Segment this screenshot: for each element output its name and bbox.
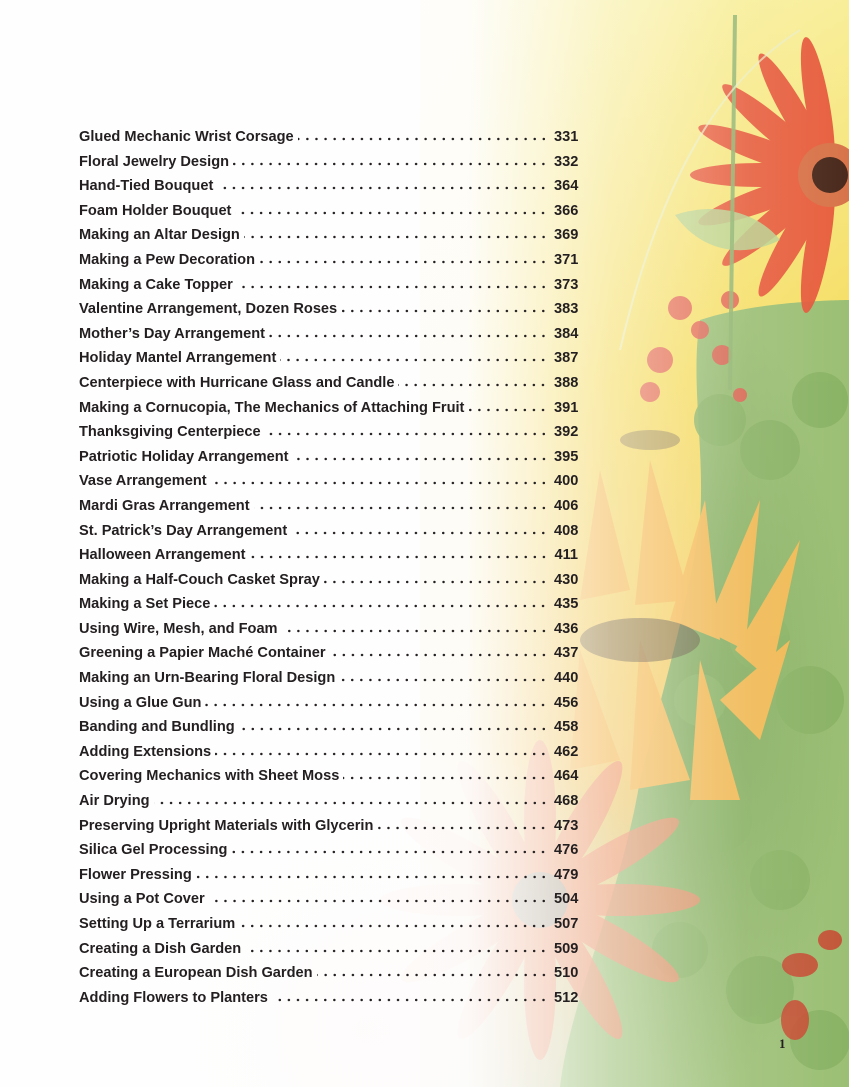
dot-leader (233, 156, 548, 166)
toc-entry-page: 479 (554, 866, 579, 883)
toc-entry-page: 392 (554, 424, 579, 441)
toc-entry-page: 456 (554, 694, 579, 711)
dot-leader (291, 525, 548, 535)
toc-entry-title: Adding Extensions (79, 743, 212, 760)
dot-leader (211, 475, 548, 485)
page-number: 1 (779, 1036, 786, 1051)
toc-entry[interactable] (79, 424, 578, 449)
toc-entry[interactable] (79, 350, 578, 375)
dot-leader (244, 229, 548, 239)
toc-entry[interactable] (79, 473, 578, 498)
dot-leader (214, 598, 548, 608)
toc-entry-page: 507 (554, 916, 579, 932)
toc-entry-page: 411 (554, 547, 578, 564)
toc-entry-page: 436 (554, 620, 579, 637)
toc-entry-page: 383 (554, 301, 579, 318)
toc-entry[interactable] (79, 596, 578, 621)
toc-entry-page: 464 (554, 768, 579, 785)
toc-entry-title: St. Patrick’s Day Arrangement (79, 522, 288, 539)
toc-entry-title: Using Wire, Mesh, and Foam (79, 620, 278, 637)
toc-entry-page: 371 (554, 251, 579, 268)
dot-leader (280, 352, 548, 362)
dot-leader (259, 254, 548, 264)
toc-entry-title: Silica Gel Processing (79, 842, 228, 859)
dot-leader (343, 770, 548, 780)
toc-entry[interactable] (79, 277, 578, 302)
toc-entry-title: Valentine Arrangement, Dozen Roses (79, 301, 338, 318)
toc-entry-page: 387 (554, 350, 579, 367)
toc-entry-page: 437 (554, 645, 579, 662)
toc-entry[interactable] (79, 178, 578, 203)
toc-entry[interactable] (79, 572, 578, 597)
toc-entry-page: 462 (554, 743, 579, 760)
toc-entry[interactable] (79, 523, 578, 548)
toc-entry-page: 440 (554, 670, 579, 687)
dot-leader (209, 893, 548, 903)
toc-entry[interactable] (79, 129, 578, 154)
toc-entry[interactable] (79, 768, 578, 793)
toc-entry-page: 366 (554, 202, 579, 219)
toc-entry[interactable] (79, 154, 578, 179)
toc-entry[interactable] (79, 449, 578, 474)
dot-leader (217, 180, 548, 190)
toc-entry-page: 458 (554, 719, 579, 736)
toc-entry-page: 384 (554, 325, 579, 342)
toc-entry[interactable] (79, 793, 578, 818)
toc-entry-title: Mardi Gras Arrangement (79, 497, 250, 514)
toc-entry[interactable] (79, 990, 578, 1015)
dot-leader (254, 500, 548, 510)
toc-entry-title: Holiday Mantel Arrangement (79, 350, 277, 367)
toc-entry[interactable] (79, 301, 578, 326)
dot-leader (468, 402, 548, 412)
toc-entry[interactable] (79, 498, 578, 523)
toc-entry-title: Making a Pew Decoration (79, 251, 255, 268)
toc-entry-title: Using a Glue Gun (79, 694, 202, 711)
dot-leader (272, 992, 548, 1002)
toc-entry-title: Covering Mechanics with Sheet Moss (79, 768, 340, 785)
toc-entry-title: Preserving Upright Materials with Glycerin (79, 817, 374, 834)
toc-entry-title: Flower Pressing (79, 866, 192, 883)
dot-leader (154, 795, 548, 805)
toc-entry-title: Floral Jewelry Design (79, 153, 230, 170)
dot-leader (298, 131, 548, 141)
dot-leader (237, 279, 548, 289)
toc-entry[interactable] (79, 326, 578, 351)
toc-entry-page: 373 (554, 276, 579, 293)
dot-leader (324, 574, 548, 584)
toc-entry[interactable] (79, 842, 578, 867)
toc-entry-page: 369 (554, 227, 579, 244)
dot-leader (235, 205, 548, 215)
toc-entry-page: 332 (554, 153, 579, 170)
toc-entry-page: 400 (554, 473, 579, 490)
toc-entry-title: Foam Holder Bouquet (79, 202, 232, 219)
toc-entry[interactable] (79, 695, 578, 720)
toc-entry[interactable] (79, 400, 578, 425)
dot-leader (239, 918, 548, 928)
toc-entry-title: Mother’s Day Arrangement (79, 325, 265, 342)
toc-entry[interactable] (79, 719, 578, 744)
toc-entry-title: Adding Flowers to Planters (79, 989, 268, 1006)
toc-entry-page: 331 (554, 129, 579, 145)
toc-entry-title: Vase Arrangement (79, 473, 207, 490)
dot-leader (265, 426, 548, 436)
toc-entry-title: Centerpiece with Hurricane Glass and Candle (79, 374, 395, 391)
toc-entry-title: Using a Pot Cover (79, 891, 205, 908)
dot-leader (339, 672, 548, 682)
toc-entry[interactable] (79, 891, 578, 916)
toc-entry-page: 476 (554, 842, 579, 859)
toc-entry-page: 510 (554, 965, 579, 982)
toc-entry-page: 408 (554, 522, 579, 539)
toc-entry-page: 430 (554, 571, 579, 588)
toc-entry-title: Making an Altar Design (79, 227, 240, 244)
dot-leader (196, 869, 548, 879)
toc-entry[interactable] (79, 818, 578, 843)
toc-entry-page: 391 (554, 399, 579, 416)
toc-entry[interactable] (79, 227, 578, 252)
toc-entry-page: 364 (554, 178, 579, 195)
toc-entry-page: 406 (554, 497, 579, 514)
toc-entry-page: 388 (554, 374, 579, 391)
dot-leader (293, 451, 549, 461)
dot-leader (250, 549, 548, 559)
toc-entry[interactable] (79, 965, 578, 990)
toc-entry[interactable] (79, 547, 578, 572)
toc-entry-title: Making a Half-Couch Casket Spray (79, 571, 320, 588)
dot-leader (330, 647, 548, 657)
toc-entry-title: Creating a European Dish Garden (79, 965, 313, 982)
dot-leader (377, 820, 548, 830)
toc-entry-title: Creating a Dish Garden (79, 940, 242, 957)
toc-entry[interactable] (79, 621, 578, 646)
dot-leader (269, 328, 548, 338)
toc-entry-page: 473 (554, 817, 579, 834)
toc-entry-page: 512 (554, 989, 579, 1006)
toc-entry-title: Patriotic Holiday Arrangement (79, 448, 289, 465)
toc-entry[interactable] (79, 252, 578, 277)
toc-entry-title: Greening a Papier Maché Container (79, 645, 326, 662)
table-of-contents (79, 129, 578, 1014)
dot-leader (215, 746, 548, 756)
toc-entry-title: Glued Mechanic Wrist Corsage (79, 129, 294, 145)
toc-entry-title: Making a Cornucopia, The Mechanics of Attaching Fruit (79, 399, 465, 416)
toc-entry-page: 504 (554, 891, 579, 908)
toc-entry[interactable] (79, 670, 578, 695)
dot-leader (282, 623, 548, 633)
dot-leader (239, 721, 548, 731)
toc-entry-title: Making a Cake Topper (79, 276, 233, 293)
toc-entry-title: Setting Up a Terrarium (79, 916, 236, 932)
toc-entry-title: Halloween Arrangement (79, 547, 246, 564)
toc-entry-page: 435 (554, 596, 579, 613)
dot-leader (317, 967, 548, 977)
toc-entry[interactable] (79, 867, 578, 892)
toc-entry-title: Hand-Tied Bouquet (79, 178, 214, 195)
toc-entry[interactable] (79, 916, 578, 941)
dot-leader (398, 377, 548, 387)
dot-leader (231, 844, 548, 854)
toc-entry-title: Thanksgiving Centerpiece (79, 424, 261, 441)
toc-entry-page: 509 (554, 940, 579, 957)
dot-leader (205, 697, 548, 707)
toc-entry-title: Banding and Bundling (79, 719, 235, 736)
toc-entry[interactable] (79, 744, 578, 769)
toc-entry-title: Making an Urn-Bearing Floral Design (79, 670, 336, 687)
toc-entry-title: Making a Set Piece (79, 596, 211, 613)
toc-entry[interactable] (79, 645, 578, 670)
toc-entry[interactable] (79, 375, 578, 400)
toc-entry-page: 395 (554, 448, 579, 465)
dot-leader (341, 303, 548, 313)
toc-entry-page: 468 (554, 793, 579, 810)
toc-entry[interactable] (79, 203, 578, 228)
toc-entry[interactable] (79, 941, 578, 966)
dot-leader (245, 943, 548, 953)
toc-entry-title: Air Drying (79, 793, 150, 810)
